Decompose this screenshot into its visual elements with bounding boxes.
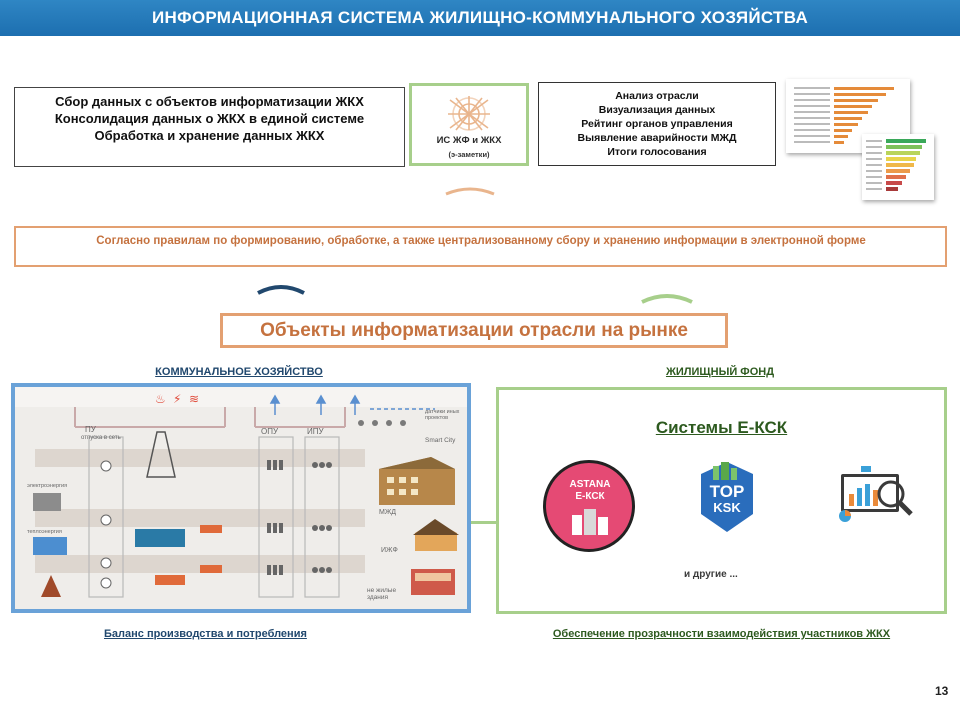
non-residential-label: не жилые здания	[367, 587, 397, 601]
izhf-label: ИЖФ	[381, 547, 398, 554]
top-ksk-bottom-text: KSK	[713, 500, 741, 515]
housing-section-label: ЖИЛИЩНЫЙ ФОНД	[665, 366, 775, 378]
pump-station-icon	[135, 529, 185, 547]
svg-text:≋: ≋	[189, 392, 200, 406]
sensors-label: датчики иных проектов	[425, 409, 460, 421]
electricity-label: электроэнергия	[27, 483, 68, 489]
astana-e-ksk-logo[interactable]	[543, 460, 635, 552]
utility-icons	[155, 392, 199, 406]
analysis-box	[538, 82, 776, 166]
analysis-line-2: Визуализация данных	[598, 104, 716, 116]
opu-label: ОПУ	[261, 427, 279, 436]
collect-line-3: Обработка и хранение данных ЖКХ	[94, 128, 325, 143]
network-logo-icon	[446, 94, 492, 132]
analysis-line-3: Рейтинг органов управления	[581, 118, 733, 130]
svg-text:♨: ♨	[155, 392, 166, 406]
boiler-icon	[33, 537, 67, 555]
objects-title-box	[220, 313, 728, 348]
ipu-label: ИПУ	[307, 427, 324, 436]
page-title: ИНФОРМАЦИОННАЯ СИСТЕМА ЖИЛИЩНО-КОММУНАЛЬНОГО ХОЗЯЙСТВА	[151, 8, 809, 27]
astana-logo-top-text: ASTANA	[569, 479, 611, 490]
shop-building-icon	[411, 569, 455, 595]
rating-chart-icon	[862, 134, 934, 200]
svg-text:⚡: ⚡	[173, 392, 182, 406]
analysis-line-1: Анализ отрасли	[615, 90, 699, 102]
communal-section-label: КОММУНАЛЬНОЕ ХОЗЯЙСТВО	[155, 366, 323, 378]
page-number: 13	[935, 684, 949, 698]
objects-title: Объекты информатизации отрасли на рынке	[260, 320, 688, 341]
collect-line-2: Консолидация данных о ЖКХ в единой системе	[54, 111, 365, 126]
others-text: и другие ...	[684, 569, 738, 580]
navy-up-arrow-icon	[256, 283, 306, 295]
analysis-line-4: Выявление аварийности МЖД	[577, 132, 737, 144]
report-thumbnail-2	[862, 134, 934, 200]
transparency-label: Обеспечение прозрачности взаимодействия участников ЖКХ	[552, 628, 891, 640]
top-ksk-top-text: TOP	[709, 482, 745, 501]
analysis-line-5: Итоги голосования	[607, 146, 707, 158]
pu-sub-label: отпуска в сеть	[81, 435, 121, 441]
utility-flow-illustration	[15, 387, 467, 609]
data-collection-box	[14, 87, 405, 167]
ksk-systems-panel	[496, 387, 947, 614]
up-arrow-icon	[444, 186, 496, 196]
mkd-label: МЖД	[379, 509, 397, 516]
power-plant-icon	[33, 493, 61, 511]
green-up-arrow-icon	[640, 292, 694, 304]
smart-city-label: Smart City	[425, 437, 456, 444]
is-system-title: ИС ЖФ и ЖКХ	[436, 135, 502, 146]
heat-label: теплоэнергия	[27, 529, 62, 535]
is-system-subtitle: (э-заметки)	[448, 150, 490, 159]
astana-logo-bottom-text: E-КСК	[575, 491, 605, 502]
buildings-icon	[570, 507, 610, 537]
balance-label: Баланс производства и потребления	[104, 628, 307, 640]
collect-line-1: Сбор данных с объектов информатизации ЖКХ	[55, 94, 364, 109]
is-system-box	[409, 83, 529, 166]
ksk-systems-title: Системы Е-КСК	[655, 418, 788, 437]
analytics-dashboard-icon[interactable]	[835, 464, 919, 532]
communal-diagram	[11, 383, 471, 613]
connector-line	[471, 521, 497, 524]
rules-text: Согласно правилам по формированию, обработке, а также централизованному сбору и хранению информации в электронной форме	[96, 235, 866, 247]
rules-banner	[14, 226, 947, 267]
pu-label: ПУ	[85, 425, 96, 434]
top-ksk-logo[interactable]	[697, 460, 757, 534]
